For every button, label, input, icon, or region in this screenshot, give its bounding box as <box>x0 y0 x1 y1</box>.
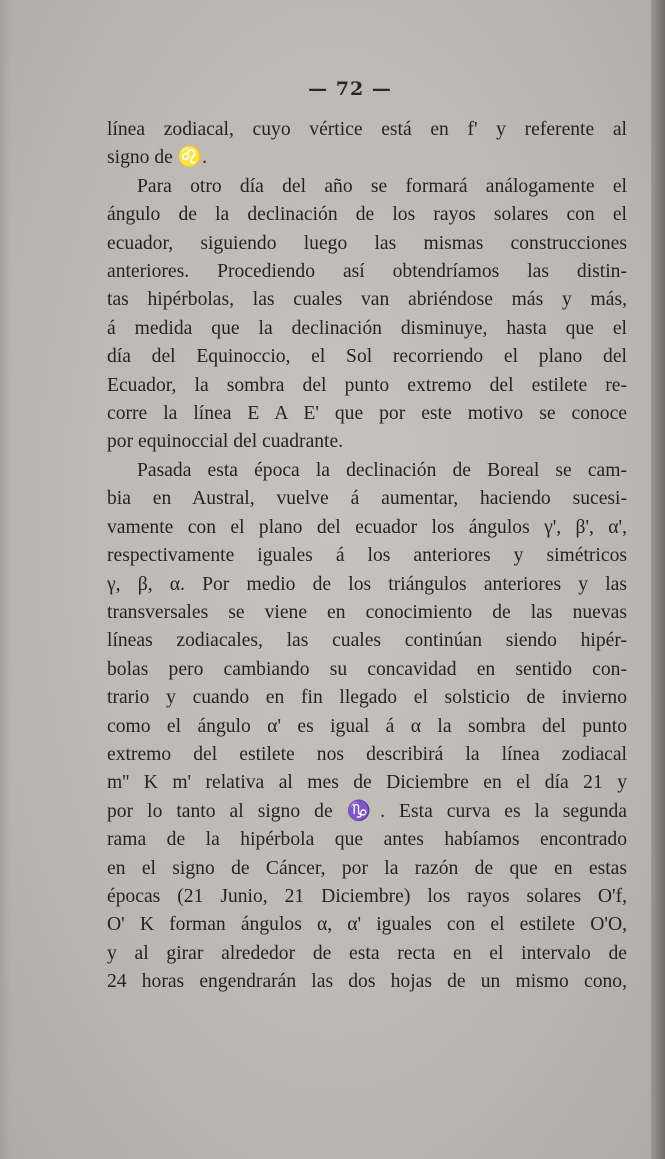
text-line: en el signo de Cáncer, por la razón de que en estas <box>107 857 627 879</box>
text-line: vamente con el plano del ecuador los ángulos γ', β', α', <box>107 516 627 538</box>
text-line: extremo del estilete nos describirá la línea zodiacal <box>107 743 627 765</box>
text-line: día del Equinoccio, el Sol recorriendo el plano del <box>107 346 627 368</box>
text-line: bolas pero cambiando su concavidad en sentido con- <box>107 658 627 680</box>
text-line: y al girar alrededor de esta recta en el intervalo de <box>107 942 627 964</box>
book-spine-shadow <box>651 0 665 1159</box>
text-line: tas hipérbolas, las cuales van abriéndose más y más, <box>107 289 627 311</box>
text-line: γ, β, α. Por medio de los triángulos anteriores y las <box>107 573 627 595</box>
text-line: 24 horas engendrarán las dos hojas de un mismo cono, <box>107 971 627 993</box>
text-line: trario y cuando en fin llegado el solsticio de invierno <box>107 687 627 709</box>
text-line: como el ángulo α' es igual á α la sombra del punto <box>107 715 627 737</box>
text-line: ecuador, siguiendo luego las mismas construcciones <box>107 232 627 254</box>
body-text <box>107 116 627 997</box>
text-line: Ecuador, la sombra del punto extremo del estilete re- <box>107 374 627 396</box>
text-line: líneas zodiacales, las cuales continúan siendo hipér- <box>107 630 627 652</box>
text-line: m'' K m' relativa al mes de Diciembre en el día 21 y <box>107 772 627 794</box>
text-line: bia en Austral, vuelve á aumentar, haciendo sucesi- <box>107 488 627 510</box>
text-line: Para otro día del año se formará análogamente el <box>137 175 627 197</box>
text-line: respectivamente iguales á los anteriores y simétricos <box>107 545 627 567</box>
text-line: O' K forman ángulos α, α' iguales con el estilete O'O, <box>107 914 627 936</box>
text-line: á medida que la declinación disminuye, hasta que el <box>107 317 627 339</box>
text-line: ángulo de la declinación de los rayos solares con el <box>107 204 627 226</box>
text-line: línea zodiacal, cuyo vértice está en f' y referente al <box>107 119 627 140</box>
text-line: por lo tanto al signo de ♑. Esta curva es la segunda <box>107 800 627 822</box>
text-line: por equinoccial del cuadrante. <box>107 431 344 453</box>
text-line: anteriores. Procediendo así obtendríamos las distin- <box>107 261 627 283</box>
text-line: Pasada esta época la declinación de Boreal se cam- <box>137 459 627 481</box>
text-line: signo de ♌. <box>107 147 208 169</box>
page-number: — 72 — <box>308 78 392 100</box>
text-line: corre la línea E A E' que por este motivo se conoce <box>107 403 627 425</box>
text-line: épocas (21 Junio, 21 Diciembre) los rayos solares O'f, <box>107 885 627 907</box>
text-line: rama de la hipérbola que antes habíamos encontrado <box>107 829 627 851</box>
page-edge-shadow <box>0 0 10 1159</box>
text-line: transversales se viene en conocimiento de las nuevas <box>107 601 627 623</box>
